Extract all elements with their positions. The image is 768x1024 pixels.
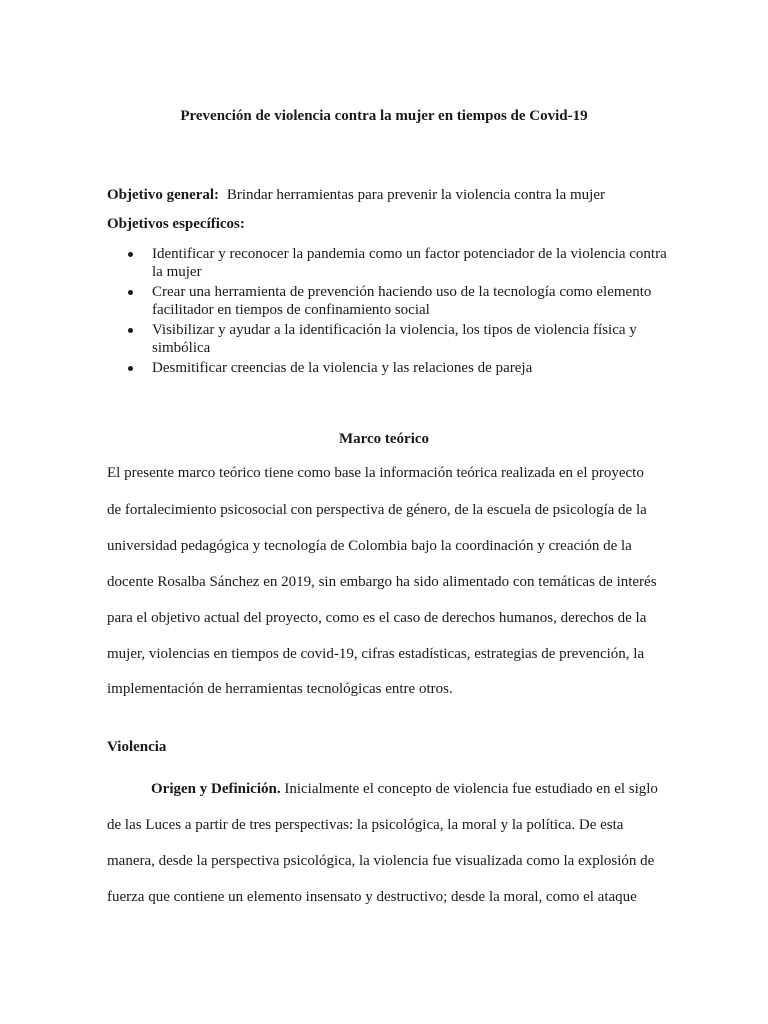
marco-teorico-line: El presente marco teórico tiene como base la información teórica realizada en el proyecto (107, 465, 644, 481)
violencia-line: Inicialmente el concepto de violencia fue estudiado en el siglo (284, 781, 658, 797)
violencia-line: manera, desde la perspectiva psicológica, la violencia fue visualizada como la explosión de (107, 853, 655, 869)
marco-teorico-heading: Marco teórico (338, 431, 430, 447)
list-item: Desmitificar creencias de la violencia y las relaciones de pareja (107, 359, 667, 377)
violencia-line: fuerza que contiene un elemento insensato y destructivo; desde la moral, como el ataque (107, 889, 637, 905)
marco-teorico-line: para el objetivo actual del proyecto, como es el caso de derechos humanos, derechos de la (107, 610, 647, 626)
marco-teorico-line: docente Rosalba Sánchez en 2019, sin embargo ha sido alimentado con temáticas de interés (107, 574, 657, 590)
marco-teorico-line: implementación de herramientas tecnológicas entre otros. (107, 681, 453, 697)
marco-teorico-line: universidad pedagógica y tecnología de Colombia bajo la coordinación y creación de la (107, 538, 632, 554)
document-title: Prevención de violencia contra la mujer en tiempos de Covid-19 (180, 108, 588, 124)
list-item: Visibilizar y ayudar a la identificación la violencia, los tipos de violencia física y simbólica (107, 321, 667, 357)
violencia-line: de las Luces a partir de tres perspectivas: la psicológica, la moral y la política. De esta (107, 817, 624, 833)
bullet-icon (128, 252, 133, 257)
list-item: Identificar y reconocer la pandemia como un factor potenciador de la violencia contra la mujer (107, 245, 667, 281)
objetivo-general-label: Objetivo general: (107, 187, 220, 203)
violencia-first-line (151, 779, 667, 799)
marco-teorico-line: mujer, violencias en tiempos de covid-19, cifras estadísticas, estrategias de prevención, la (107, 646, 645, 662)
objetivos-especificos-label: Objetivos específicos: (107, 216, 245, 232)
bullet-icon (128, 290, 133, 295)
bullet-icon (128, 328, 133, 333)
objetivo-general-text: Brindar herramientas para prevenir la violencia contra la mujer (226, 187, 605, 203)
bullet-icon (128, 366, 133, 371)
list-item: Crear una herramienta de prevención haciendo uso de la tecnología como elemento facilitador en tiempos de confinamiento social (107, 283, 667, 319)
origen-definicion-subheading: Origen y Definición. (151, 781, 281, 797)
objetivo-general (107, 185, 667, 205)
marco-teorico-line: de fortalecimiento psicosocial con perspectiva de género, de la escuela de psicología de la (107, 502, 647, 518)
objetivos-especificos-list (107, 245, 667, 379)
violencia-heading: Violencia (107, 739, 167, 755)
